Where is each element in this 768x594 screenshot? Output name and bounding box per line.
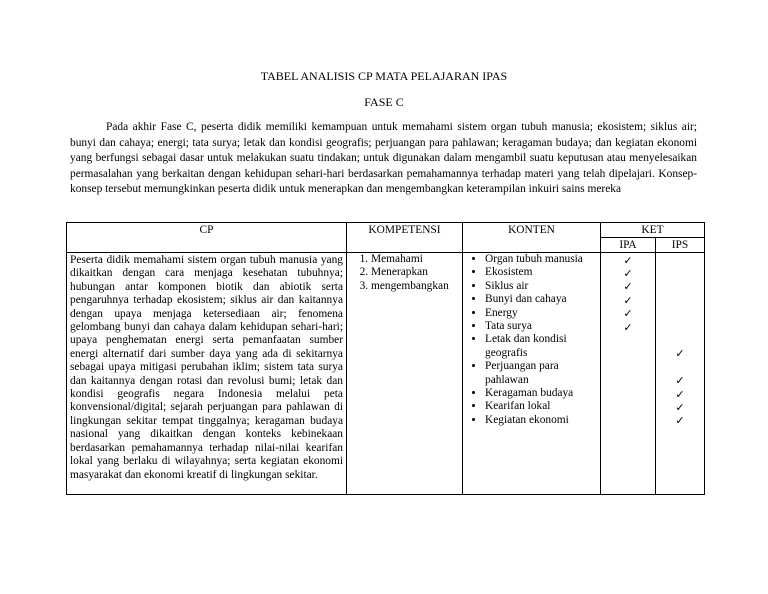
ips-check-mark: ✓ — [675, 414, 685, 428]
cp-analysis-table — [66, 222, 705, 495]
konten-item: • Kegiatan ekonomi — [485, 414, 598, 427]
ipa-check-mark: ✓ — [623, 266, 633, 280]
ipa-check-mark: ✓ — [623, 320, 633, 334]
konten-item: • Keragaman budaya — [485, 387, 598, 400]
kompetensi-item: 1. Memahami — [371, 253, 460, 266]
intro-paragraph: Pada akhir Fase C, peserta didik memiliki kemampuan untuk memahami sistem organ tubuh manusia; ekosistem; siklus air; bunyi dan cahaya; energi; tata surya; letak dan kondisi geografis; perjuangan para pahlawan; keragaman budaya; dan kegiatan ekonomi yang berfungsi sebagai dasar untuk melakukan suatu tindakan; untuk digunakan dalam mengambil suatu keputusan atau menyelesaikan permasalahan yang berkaitan dengan kehidupan sehari-hari berdasarkan pemahamannya terhadap materi yang telah dipelajari. Konsep-konsep tersebut memungkinkan peserta didik untuk menerapkan dan mengembangkan keterampilan inkuiri sains mereka — [70, 121, 697, 196]
header-ips: IPS — [656, 238, 705, 253]
header-kompetensi: KOMPETENSI — [347, 223, 463, 253]
konten-item: • Kearifan lokal — [485, 400, 598, 413]
konten-item: • Perjuangan para pahlawan — [485, 360, 598, 387]
konten-item: • Ekosistem — [485, 266, 598, 279]
konten-item: • Bunyi dan cahaya — [485, 293, 598, 306]
ipa-check-mark: ✓ — [623, 293, 633, 307]
konten-item: • Letak dan kondisi geografis — [485, 333, 598, 360]
kompetensi-list — [349, 253, 460, 293]
konten-cell — [463, 253, 601, 495]
konten-item: • Tata surya — [485, 320, 598, 333]
ipa-check-mark: ✓ — [623, 307, 633, 321]
ipa-check-mark: ✓ — [623, 280, 633, 294]
ips-check-mark: ✓ — [675, 387, 685, 401]
ipa-check-mark: ✓ — [623, 253, 633, 267]
konten-item: • Siklus air — [485, 280, 598, 293]
ips-check-cell — [656, 253, 705, 495]
kompetensi-cell — [347, 253, 463, 495]
kompetensi-item: 2. Menerapkan — [371, 266, 460, 279]
konten-item: • Organ tubuh manusia — [485, 253, 598, 266]
header-ipa: IPA — [601, 238, 656, 253]
ips-check-mark: ✓ — [675, 347, 685, 361]
konten-list — [465, 253, 598, 427]
header-konten: KONTEN — [463, 223, 601, 253]
document-phase: FASE C — [364, 95, 404, 109]
header-cp: CP — [67, 223, 347, 253]
konten-item: • Energy — [485, 307, 598, 320]
kompetensi-item: 3. mengembangkan — [371, 280, 460, 293]
ipa-check-cell — [601, 253, 656, 495]
cp-cell: Peserta didik memahami sistem organ tubuh manusia yang dikaitkan dengan cara menjaga kesehatan tubuhnya; hubungan antar komponen biotik dan abiotik serta pengaruhnya terhadap ekosistem; siklus air dan kaitannya dengan upaya menjaga ketersediaan air; fenomena gelombang bunyi dan cahaya dalam kehidupan sehari-hari; upaya penghematan energi serta pemanfaatan sumber energi alternatif dari sumber daya yang ada di sekitarnya sebagai upaya mitigasi perubahan iklim; sistem tata surya dan kaitannya dengan rotasi dan revolusi bumi; letak dan kondisi geografis negara Indonesia melalui peta konvensional/digital; sejarah perjuangan para pahlawan di lingkungan sekitar tempat tinggalnya; keragaman budaya nasional yang dikaitkan dengan konteks kebinekaan berdasarkan pemahamannya terhadap nilai-nilai kearifan lokal yang berlaku di wilayahnya; serta kegiatan ekonomi masyarakat dan ekonomi kreatif di lingkungan sekitar. — [67, 253, 347, 495]
document-title: TABEL ANALISIS CP MATA PELAJARAN IPAS — [260, 69, 508, 83]
header-ket: KET — [601, 223, 705, 238]
ips-check-mark: ✓ — [675, 374, 685, 388]
ips-check-mark: ✓ — [675, 400, 685, 414]
